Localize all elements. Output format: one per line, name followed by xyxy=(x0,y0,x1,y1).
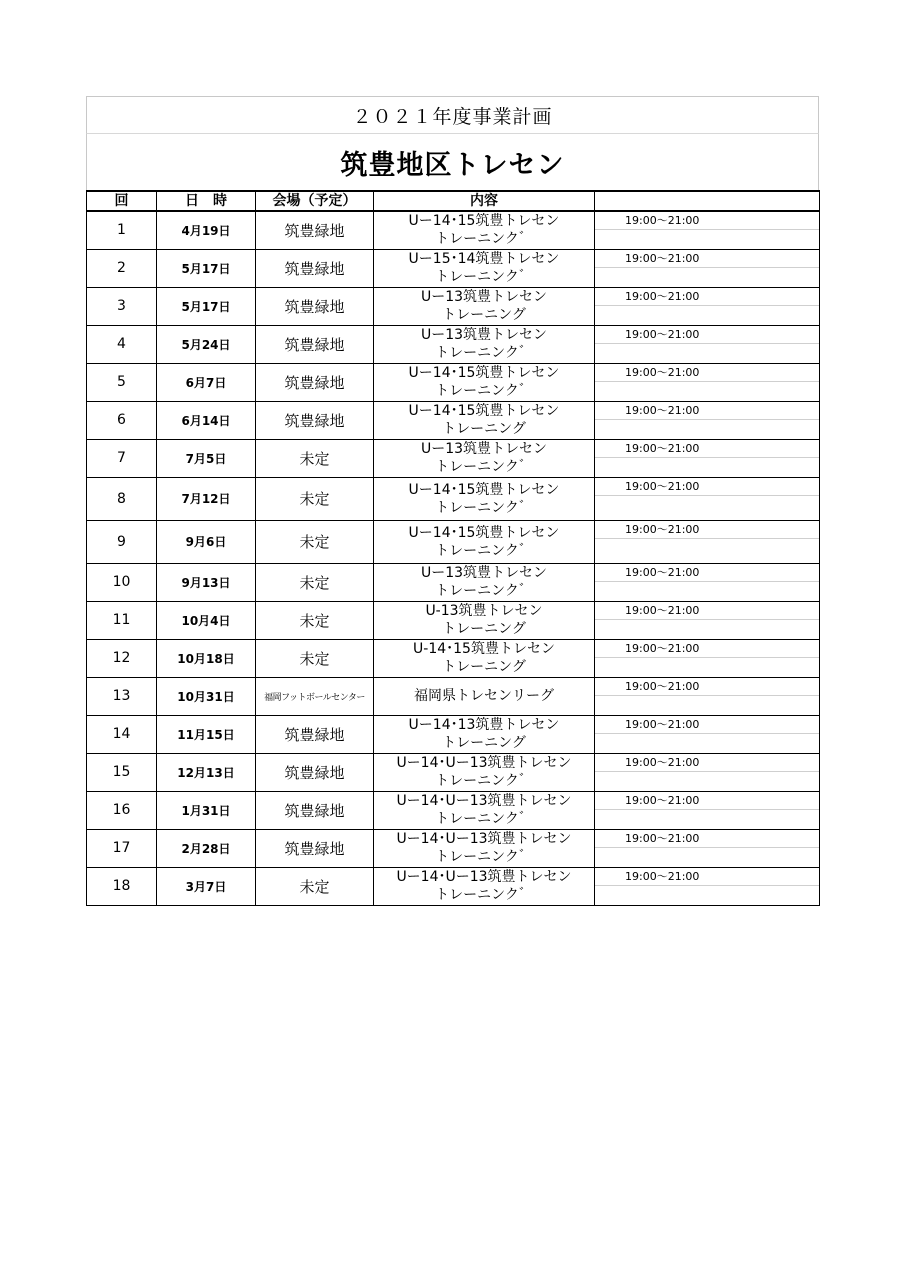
row-venue: 未定 xyxy=(256,477,374,520)
row-time: 19:00～21:00 xyxy=(595,326,819,344)
row-content-line1: Uー14･Uー13筑豊トレセン xyxy=(396,831,572,847)
row-content-line2: トレーニンク゛ xyxy=(435,887,533,903)
header-date: 日 時 xyxy=(157,191,256,211)
row-time-blank xyxy=(595,344,819,362)
row-content-line1: Uー14･15筑豊トレセン xyxy=(408,213,560,230)
row-number: 8 xyxy=(87,477,157,520)
row-time: 19:00～21:00 xyxy=(595,792,819,810)
header-time xyxy=(595,191,820,211)
row-content xyxy=(374,563,595,601)
row-date: 12月13日 xyxy=(157,753,256,791)
row-time-cell xyxy=(595,601,820,639)
row-venue: 未定 xyxy=(256,639,374,677)
row-venue: 筑豊緑地 xyxy=(256,363,374,401)
row-content-line2: トレーニンク゛ xyxy=(435,811,533,827)
row-time-cell xyxy=(595,639,820,677)
row-number: 7 xyxy=(87,439,157,477)
row-time-blank xyxy=(595,810,819,828)
row-venue: 未定 xyxy=(256,867,374,905)
table-row xyxy=(87,829,820,867)
row-time: 19:00～21:00 xyxy=(595,716,819,734)
row-venue: 未定 xyxy=(256,439,374,477)
row-content xyxy=(374,791,595,829)
row-time-cell xyxy=(595,677,820,715)
row-content-line1: Uー13筑豊トレセン xyxy=(420,327,548,343)
row-number: 12 xyxy=(87,639,157,677)
row-content-line2: トレーニンク゛ xyxy=(435,773,533,789)
row-venue: 筑豊緑地 xyxy=(256,325,374,363)
table-row xyxy=(87,791,820,829)
row-content xyxy=(374,601,595,639)
header-content: 内容 xyxy=(374,191,595,211)
table-row xyxy=(87,211,820,249)
table-row xyxy=(87,677,820,715)
row-time-blank xyxy=(595,230,819,248)
row-date: 10月4日 xyxy=(157,601,256,639)
row-content-line1: 福岡県トレセンリーグ xyxy=(414,688,554,704)
table-header-row xyxy=(87,191,820,211)
row-number: 10 xyxy=(87,563,157,601)
row-date: 6月14日 xyxy=(157,401,256,439)
row-time-blank xyxy=(595,382,819,400)
row-time: 19:00～21:00 xyxy=(595,478,819,496)
row-number: 16 xyxy=(87,791,157,829)
row-content-line1: Uー13筑豊トレセン xyxy=(420,441,548,457)
row-time-cell xyxy=(595,867,820,905)
row-time-blank xyxy=(595,658,819,676)
row-time: 19:00～21:00 xyxy=(595,678,819,696)
row-time-blank xyxy=(595,582,819,600)
row-date: 9月13日 xyxy=(157,563,256,601)
row-time: 19:00～21:00 xyxy=(595,868,819,886)
row-content-line1: Uー14･13筑豊トレセン xyxy=(408,717,560,733)
row-number: 1 xyxy=(87,211,157,249)
row-time-cell xyxy=(595,439,820,477)
row-time: 19:00～21:00 xyxy=(595,250,819,268)
row-date: 7月5日 xyxy=(157,439,256,477)
row-date: 3月7日 xyxy=(157,867,256,905)
row-date: 9月6日 xyxy=(157,520,256,563)
row-time-cell xyxy=(595,211,820,249)
table-row xyxy=(87,753,820,791)
row-content-line1: Uー14･Uー13筑豊トレセン xyxy=(396,755,572,771)
row-time-blank xyxy=(595,620,819,638)
row-number: 11 xyxy=(87,601,157,639)
row-time: 19:00～21:00 xyxy=(595,830,819,848)
row-time: 19:00～21:00 xyxy=(595,212,819,230)
row-venue: 未定 xyxy=(256,601,374,639)
row-number: 14 xyxy=(87,715,157,753)
row-time: 19:00～21:00 xyxy=(595,402,819,420)
row-venue: 筑豊緑地 xyxy=(256,829,374,867)
table-row xyxy=(87,287,820,325)
table-row xyxy=(87,477,820,520)
row-content-line2: トレーニング xyxy=(442,421,526,437)
row-content xyxy=(374,401,595,439)
row-content-line2: トレーニング xyxy=(442,621,526,637)
row-time-blank xyxy=(595,696,819,714)
row-date: 6月7日 xyxy=(157,363,256,401)
row-content-line2: トレーニング xyxy=(442,307,526,323)
row-time-blank xyxy=(595,496,819,514)
row-time-cell xyxy=(595,563,820,601)
row-number: 9 xyxy=(87,520,157,563)
table-row xyxy=(87,325,820,363)
row-time: 19:00～21:00 xyxy=(595,440,819,458)
row-date: 5月17日 xyxy=(157,249,256,287)
row-content-line1: Uー14･15筑豊トレセン xyxy=(408,403,560,419)
row-venue: 筑豊緑地 xyxy=(256,249,374,287)
row-content-line2: トレーニンク゛ xyxy=(435,499,533,516)
row-time: 19:00～21:00 xyxy=(595,521,819,539)
row-venue: 筑豊緑地 xyxy=(256,791,374,829)
row-content-line2: トレーニンク゛ xyxy=(435,383,533,399)
row-time-cell xyxy=(595,363,820,401)
row-content-line2: トレーニンク゛ xyxy=(435,231,533,248)
row-date: 7月12日 xyxy=(157,477,256,520)
row-content-line1: Uー13筑豊トレセン xyxy=(420,289,548,305)
row-date: 5月17日 xyxy=(157,287,256,325)
row-number: 4 xyxy=(87,325,157,363)
row-content-line2: トレーニンク゛ xyxy=(435,459,533,475)
row-time-cell xyxy=(595,249,820,287)
row-date: 5月24日 xyxy=(157,325,256,363)
row-content-line2: トレーニング xyxy=(442,659,526,675)
row-content xyxy=(374,520,595,563)
row-venue: 福岡フットボールセンター xyxy=(256,677,374,715)
row-date: 10月31日 xyxy=(157,677,256,715)
row-date: 2月28日 xyxy=(157,829,256,867)
row-date: 11月15日 xyxy=(157,715,256,753)
row-date: 1月31日 xyxy=(157,791,256,829)
row-time-cell xyxy=(595,791,820,829)
table-row xyxy=(87,639,820,677)
row-time-blank xyxy=(595,420,819,438)
row-content xyxy=(374,287,595,325)
row-number: 5 xyxy=(87,363,157,401)
row-content xyxy=(374,753,595,791)
row-time-cell xyxy=(595,715,820,753)
row-number: 13 xyxy=(87,677,157,715)
row-content xyxy=(374,363,595,401)
table-row xyxy=(87,363,820,401)
row-time: 19:00～21:00 xyxy=(595,640,819,658)
row-time-blank xyxy=(595,734,819,752)
row-content xyxy=(374,829,595,867)
row-content xyxy=(374,677,595,715)
table-row xyxy=(87,439,820,477)
header-no: 回 xyxy=(87,191,157,211)
row-content-line2: トレーニンク゛ xyxy=(435,269,533,285)
row-time-cell xyxy=(595,325,820,363)
row-number: 3 xyxy=(87,287,157,325)
row-number: 2 xyxy=(87,249,157,287)
row-time-cell xyxy=(595,520,820,563)
row-number: 15 xyxy=(87,753,157,791)
table-row xyxy=(87,563,820,601)
row-time-cell xyxy=(595,829,820,867)
row-content-line1: Uー14･15筑豊トレセン xyxy=(408,481,560,498)
schedule-table xyxy=(86,190,820,906)
row-time-blank xyxy=(595,458,819,476)
row-time: 19:00～21:00 xyxy=(595,364,819,382)
row-time: 19:00～21:00 xyxy=(595,288,819,306)
row-time-blank xyxy=(595,268,819,286)
row-content-line2: トレーニンク゛ xyxy=(435,849,533,865)
row-content xyxy=(374,211,595,249)
row-time-blank xyxy=(595,772,819,790)
row-venue: 筑豊緑地 xyxy=(256,211,374,249)
document-heading: 筑豊地区トレセン xyxy=(86,134,819,190)
row-content-line1: Uー14･15筑豊トレセン xyxy=(408,365,560,381)
table-row xyxy=(87,601,820,639)
row-content xyxy=(374,715,595,753)
row-venue: 筑豊緑地 xyxy=(256,287,374,325)
row-content xyxy=(374,867,595,905)
row-date: 4月19日 xyxy=(157,211,256,249)
row-content xyxy=(374,639,595,677)
row-number: 17 xyxy=(87,829,157,867)
row-date: 10月18日 xyxy=(157,639,256,677)
row-content-line2: トレーニンク゛ xyxy=(435,542,533,559)
table-row xyxy=(87,715,820,753)
row-number: 6 xyxy=(87,401,157,439)
row-content-line1: Uー13筑豊トレセン xyxy=(420,565,548,581)
document-title: ２０２１年度事業計画 xyxy=(86,96,819,134)
table-row xyxy=(87,249,820,287)
row-time-blank xyxy=(595,539,819,557)
row-time-cell xyxy=(595,401,820,439)
row-time: 19:00～21:00 xyxy=(595,602,819,620)
row-content xyxy=(374,439,595,477)
row-content-line1: U-14･15筑豊トレセン xyxy=(413,641,555,657)
row-content-line1: Uー14･Uー13筑豊トレセン xyxy=(396,793,572,809)
row-venue: 筑豊緑地 xyxy=(256,715,374,753)
table-row xyxy=(87,520,820,563)
row-venue: 筑豊緑地 xyxy=(256,401,374,439)
row-content-line1: U-13筑豊トレセン xyxy=(425,603,543,619)
row-time-cell xyxy=(595,477,820,520)
schedule-sheet xyxy=(86,96,819,906)
row-content-line2: トレーニンク゛ xyxy=(435,345,533,361)
row-time-cell xyxy=(595,287,820,325)
row-content-line1: Uー14･Uー13筑豊トレセン xyxy=(396,869,572,885)
header-venue: 会場（予定） xyxy=(256,191,374,211)
row-content-line1: Uー15･14筑豊トレセン xyxy=(408,251,560,267)
row-content xyxy=(374,477,595,520)
row-venue: 未定 xyxy=(256,520,374,563)
row-time: 19:00～21:00 xyxy=(595,564,819,582)
row-content-line2: トレーニンク゛ xyxy=(435,583,533,599)
row-number: 18 xyxy=(87,867,157,905)
row-time: 19:00～21:00 xyxy=(595,754,819,772)
row-time-blank xyxy=(595,886,819,904)
row-content-line1: Uー14･15筑豊トレセン xyxy=(408,524,560,541)
schedule-body xyxy=(87,211,820,905)
row-time-cell xyxy=(595,753,820,791)
row-content xyxy=(374,325,595,363)
row-time-blank xyxy=(595,848,819,866)
row-content-line2: トレーニング xyxy=(442,735,526,751)
row-venue: 未定 xyxy=(256,563,374,601)
row-time-blank xyxy=(595,306,819,324)
table-row xyxy=(87,401,820,439)
table-row xyxy=(87,867,820,905)
row-venue: 筑豊緑地 xyxy=(256,753,374,791)
row-content xyxy=(374,249,595,287)
